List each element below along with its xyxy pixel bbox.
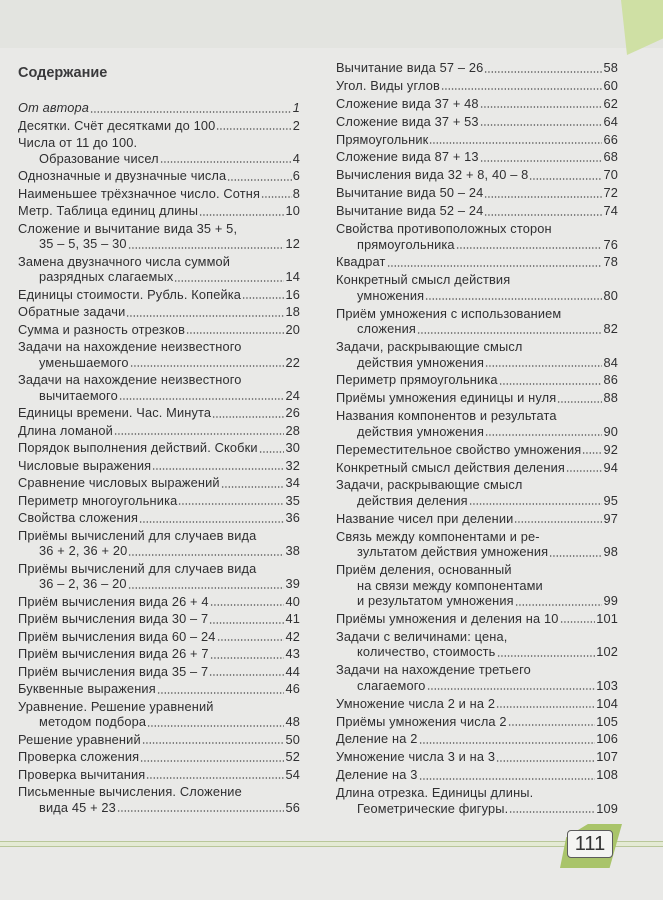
toc-entry-page: 10 bbox=[285, 203, 300, 218]
dot-leader bbox=[119, 398, 285, 400]
dot-leader bbox=[485, 434, 602, 436]
dot-leader bbox=[128, 247, 285, 249]
toc-entry[interactable] bbox=[18, 405, 300, 421]
toc-entry-title: Деление на 2 bbox=[336, 731, 418, 747]
toc-entry-title: Сумма и разность отрезков bbox=[18, 321, 186, 337]
toc-entry-page: 92 bbox=[603, 441, 618, 457]
toc-entry[interactable] bbox=[18, 372, 300, 403]
toc-entry-page: 101 bbox=[596, 610, 618, 626]
toc-entry[interactable] bbox=[336, 390, 618, 406]
toc-entry[interactable] bbox=[336, 114, 618, 130]
toc-entry-title: слагаемого bbox=[357, 677, 426, 693]
toc-entry-title: Метр. Таблица единиц длины bbox=[18, 203, 199, 218]
toc-entry-title: Приём умножения с использованием bbox=[336, 305, 562, 321]
toc-entry-title: Приём вычисления вида 26 + 7 bbox=[18, 646, 209, 661]
dot-leader bbox=[199, 214, 284, 216]
toc-entry[interactable] bbox=[336, 562, 618, 609]
dot-leader bbox=[429, 142, 602, 144]
toc-entry-title: Сравнение числовых выражений bbox=[18, 475, 220, 490]
toc-entry-title: действия умножения bbox=[357, 354, 485, 370]
toc-entry-page: 108 bbox=[596, 767, 618, 783]
toc-entry-title: Однозначные и двузначные числа bbox=[18, 168, 227, 183]
toc-entry-title: Названия компонентов и результата bbox=[336, 408, 557, 424]
toc-entry-page: 36 bbox=[285, 510, 300, 525]
toc-entry-page: 43 bbox=[285, 646, 300, 661]
toc-entry-title: Сложение вида 37 + 48 bbox=[336, 95, 479, 111]
toc-entry-page: 78 bbox=[603, 254, 618, 270]
toc-entry[interactable] bbox=[336, 96, 618, 112]
dot-leader bbox=[227, 179, 291, 181]
toc-entry[interactable] bbox=[18, 784, 300, 815]
toc-entry-page: 35 bbox=[285, 492, 300, 508]
toc-entry[interactable] bbox=[18, 528, 300, 559]
toc-entry-page: 90 bbox=[603, 423, 618, 439]
dot-leader bbox=[499, 383, 603, 385]
dot-leader bbox=[529, 178, 602, 180]
toc-entry-page: 104 bbox=[596, 695, 618, 711]
dot-leader bbox=[582, 452, 602, 454]
dot-leader bbox=[387, 265, 603, 267]
toc-entry[interactable] bbox=[18, 423, 300, 439]
toc-entry-title: вида 45 + 23 bbox=[39, 799, 116, 815]
toc-entry-title: Приёмы умножения и деления на 10 bbox=[336, 610, 559, 626]
toc-entry[interactable] bbox=[336, 408, 618, 439]
toc-entry-title: зультатом действия умножения bbox=[357, 544, 549, 560]
toc-entry[interactable] bbox=[336, 611, 618, 627]
toc-entry-title: Задачи, раскрывающие смысл bbox=[336, 339, 523, 355]
toc-entry-title: Приёмы вычислений для случаев вида bbox=[18, 527, 257, 543]
dot-leader bbox=[419, 742, 596, 744]
toc-entry[interactable] bbox=[18, 186, 300, 202]
dot-leader bbox=[152, 468, 284, 470]
dot-leader bbox=[90, 111, 292, 113]
toc-entry-page: 8 bbox=[292, 185, 300, 201]
toc-entry-title: и результатом умножения bbox=[357, 593, 514, 609]
toc-entry-title: Приёмы вычислений для случаев вида bbox=[18, 560, 257, 576]
toc-entry-title: действия деления bbox=[357, 492, 468, 508]
toc-entry-page: 106 bbox=[596, 731, 618, 747]
toc-entry-page: 18 bbox=[285, 304, 300, 319]
toc-entry-title: Образование чисел bbox=[39, 150, 159, 166]
toc-entry-page: 6 bbox=[292, 168, 300, 183]
toc-entry-title: Квадрат bbox=[336, 254, 386, 270]
dot-leader bbox=[128, 554, 284, 556]
toc-entry-page: 52 bbox=[285, 749, 300, 764]
dot-leader bbox=[209, 674, 284, 676]
toc-entry-page: 94 bbox=[603, 459, 618, 475]
toc-entry[interactable] bbox=[336, 767, 618, 783]
toc-entry[interactable] bbox=[18, 767, 300, 783]
toc-entry[interactable] bbox=[336, 339, 618, 370]
toc-entry-page: 39 bbox=[285, 576, 300, 591]
dot-leader bbox=[216, 128, 291, 130]
toc-entry-page: 74 bbox=[603, 203, 618, 219]
toc-entry-page: 30 bbox=[285, 440, 300, 455]
dot-leader bbox=[217, 639, 285, 641]
toc-entry-page: 62 bbox=[603, 95, 618, 111]
toc-entry-page: 50 bbox=[285, 731, 300, 747]
toc-entry[interactable] bbox=[336, 460, 618, 476]
toc-entry-page: 12 bbox=[285, 236, 300, 251]
toc-entry-page: 1 bbox=[292, 100, 300, 115]
toc-entry-title: Деление на 3 bbox=[336, 767, 418, 783]
toc-entry-page: 42 bbox=[285, 628, 300, 644]
dot-leader bbox=[566, 470, 603, 472]
toc-entry-title: Единицы стоимости. Рубль. Копейка bbox=[18, 286, 242, 302]
toc-entry-title: Периметр прямоугольника bbox=[336, 372, 498, 388]
toc-entry-title: Приём деления, основанный bbox=[336, 562, 512, 578]
toc-entry-page: 95 bbox=[603, 492, 618, 508]
toc-entry-title: методом подбора bbox=[39, 714, 147, 729]
toc-entry[interactable] bbox=[336, 306, 618, 337]
toc-entry-title: Прямоугольник bbox=[336, 131, 429, 147]
toc-entry-page: 44 bbox=[285, 663, 300, 679]
toc-entry[interactable] bbox=[336, 529, 618, 560]
toc-right-column bbox=[336, 60, 618, 819]
toc-entry[interactable] bbox=[18, 458, 300, 474]
toc-entry-title: Задачи на нахождение неизвестного bbox=[18, 372, 242, 387]
dot-leader bbox=[484, 196, 602, 198]
toc-entry-title: От автора bbox=[18, 100, 90, 115]
toc-entry-title: Умножение числа 3 и на 3 bbox=[336, 749, 496, 765]
toc-entry-title: Приём вычисления вида 30 – 7 bbox=[18, 611, 209, 626]
toc-entry-page: 56 bbox=[285, 799, 300, 815]
toc-entry-title: Задачи с величинами: цена, bbox=[336, 628, 508, 644]
dot-leader bbox=[146, 777, 284, 779]
toc-entry-title: на связи между компонентами bbox=[357, 577, 543, 593]
toc-entry-title: уменьшаемого bbox=[39, 354, 129, 370]
toc-entry-title: умножения bbox=[357, 287, 425, 303]
toc-entry-title: Проверка вычитания bbox=[18, 766, 146, 782]
toc-entry-title: Порядок выполнения действий. Скобки bbox=[18, 440, 258, 455]
toc-entry[interactable] bbox=[336, 511, 618, 527]
toc-entry-title: Задачи на нахождение неизвестного bbox=[18, 339, 242, 354]
toc-entry-title: Свойства сложения bbox=[18, 510, 139, 525]
toc-entry[interactable] bbox=[18, 203, 300, 219]
dot-leader bbox=[509, 811, 595, 813]
toc-entry-title: Приёмы умножения числа 2 bbox=[336, 713, 507, 729]
toc-entry-title: Геометрические фигуры. bbox=[357, 800, 509, 816]
toc-entry-title: Угол. Виды углов bbox=[336, 77, 440, 93]
toc-entry-page: 41 bbox=[285, 611, 300, 626]
dot-leader bbox=[441, 88, 602, 90]
dot-leader bbox=[496, 706, 595, 708]
toc-entry[interactable] bbox=[336, 60, 618, 76]
dot-leader bbox=[560, 621, 596, 623]
toc-entry[interactable] bbox=[18, 440, 300, 456]
toc-entry-title: Длина отрезка. Единицы длины. bbox=[336, 785, 534, 801]
toc-entry-page: 84 bbox=[603, 354, 618, 370]
toc-entry-page: 16 bbox=[285, 286, 300, 302]
toc-entry-title: Приём вычисления вида 60 – 24 bbox=[18, 628, 216, 644]
toc-entry-title: Вычисления вида 32 + 8, 40 – 8 bbox=[336, 167, 529, 183]
toc-entry[interactable] bbox=[336, 254, 618, 270]
dot-leader bbox=[178, 503, 284, 505]
dot-leader bbox=[427, 688, 596, 690]
toc-entry-title: Конкретный смысл действия деления bbox=[336, 459, 565, 475]
toc-entry-page: 46 bbox=[285, 681, 300, 696]
toc-entry-title: Задачи, раскрывающие смысл bbox=[336, 477, 523, 493]
toc-entry[interactable] bbox=[18, 254, 300, 285]
toc-entry-title: Сложение и вычитание вида 35 + 5, bbox=[18, 220, 238, 236]
toc-entry-page: 22 bbox=[285, 354, 300, 370]
toc-entry-title: действия умножения bbox=[357, 423, 485, 439]
toc-entry-page: 38 bbox=[285, 543, 300, 558]
toc-entry-page: 86 bbox=[603, 372, 618, 388]
toc-entry-title: Сложение вида 87 + 13 bbox=[336, 149, 479, 165]
dot-leader bbox=[480, 106, 603, 108]
dot-leader bbox=[160, 161, 292, 163]
toc-entry-title: Числа от 11 до 100. bbox=[18, 135, 138, 150]
toc-entry[interactable] bbox=[18, 322, 300, 338]
toc-entry-title: прямоугольника bbox=[357, 236, 455, 252]
toc-entry-title: Уравнение. Решение уравнений bbox=[18, 698, 214, 714]
toc-entry[interactable] bbox=[18, 493, 300, 509]
toc-entry-page: 70 bbox=[603, 167, 618, 183]
dot-leader bbox=[484, 214, 602, 216]
dot-leader bbox=[126, 315, 284, 317]
toc-entry-title: Сложение вида 37 + 53 bbox=[336, 113, 479, 129]
dot-leader bbox=[485, 365, 602, 367]
toc-entry[interactable] bbox=[18, 749, 300, 765]
dot-leader bbox=[139, 521, 284, 523]
toc-entry[interactable] bbox=[336, 132, 618, 148]
toc-entry[interactable] bbox=[18, 611, 300, 627]
dot-leader bbox=[480, 124, 603, 126]
toc-entry-page: 72 bbox=[603, 185, 618, 201]
dot-leader bbox=[210, 657, 285, 659]
dot-leader bbox=[210, 604, 285, 606]
dot-leader bbox=[186, 332, 284, 334]
toc-entry[interactable] bbox=[18, 699, 300, 730]
toc-entry[interactable] bbox=[18, 646, 300, 662]
toc-entry-title: вычитаемого bbox=[39, 387, 118, 403]
toc-entry[interactable] bbox=[336, 272, 618, 303]
toc-entry-title: Конкретный смысл действия bbox=[336, 272, 511, 288]
dot-leader bbox=[221, 486, 285, 488]
toc-entry-page: 2 bbox=[292, 117, 300, 133]
page-number: 111 bbox=[567, 830, 613, 858]
toc-entry[interactable] bbox=[336, 78, 618, 94]
dot-leader bbox=[425, 298, 602, 300]
toc-entry[interactable] bbox=[18, 681, 300, 697]
toc-entry-title: Письменные вычисления. Сложение bbox=[18, 784, 242, 799]
toc-entry-page: 58 bbox=[603, 60, 618, 75]
toc-entry[interactable] bbox=[18, 168, 300, 184]
toc-entry-page: 28 bbox=[285, 422, 300, 438]
toc-entry[interactable] bbox=[336, 696, 618, 712]
toc-entry-title: Замена двузначного числа суммой bbox=[18, 253, 231, 269]
toc-entry[interactable] bbox=[18, 629, 300, 645]
toc-entry-page: 102 bbox=[596, 644, 618, 660]
toc-entry-title: Вычитание вида 50 – 24 bbox=[336, 185, 484, 201]
toc-entry[interactable] bbox=[336, 477, 618, 508]
toc-entry[interactable] bbox=[18, 664, 300, 680]
toc-entry-page: 20 bbox=[285, 321, 300, 337]
dot-leader bbox=[484, 71, 602, 73]
toc-entry-page: 60 bbox=[603, 77, 618, 93]
toc-entry-title: Решение уравнений bbox=[18, 731, 141, 747]
toc-entry-title: Числовые выражения bbox=[18, 457, 152, 473]
toc-entry-page: 48 bbox=[285, 714, 300, 729]
dot-leader bbox=[142, 742, 285, 744]
toc-entry-page: 24 bbox=[285, 387, 300, 403]
toc-entry-title: Проверка сложения bbox=[18, 749, 140, 764]
toc-entry-page: 97 bbox=[603, 510, 618, 526]
toc-entry-title: сложения bbox=[357, 321, 417, 337]
dot-leader bbox=[549, 555, 602, 557]
toc-entry[interactable] bbox=[336, 749, 618, 765]
toc-entry[interactable] bbox=[18, 135, 300, 166]
toc-entry[interactable] bbox=[336, 185, 618, 201]
dot-leader bbox=[496, 760, 595, 762]
footer-rule bbox=[0, 841, 663, 847]
dot-leader bbox=[417, 332, 602, 334]
toc-entry-page: 88 bbox=[603, 390, 618, 406]
dot-leader bbox=[508, 724, 596, 726]
toc-entry-title: Периметр многоугольника bbox=[18, 492, 178, 508]
toc-entry-page: 68 bbox=[603, 149, 618, 165]
toc-entry-page: 103 bbox=[596, 677, 618, 693]
dot-leader bbox=[174, 280, 284, 282]
dot-leader bbox=[157, 692, 285, 694]
toc-entry-page: 14 bbox=[285, 269, 300, 284]
toc-entry[interactable] bbox=[18, 510, 300, 526]
toc-entry-page: 80 bbox=[603, 287, 618, 303]
dot-leader bbox=[209, 622, 284, 624]
dot-leader bbox=[117, 810, 285, 812]
toc-entry[interactable] bbox=[336, 442, 618, 458]
dot-leader bbox=[514, 521, 602, 523]
toc-entry[interactable] bbox=[18, 475, 300, 491]
toc-entry-page: 107 bbox=[596, 749, 618, 765]
dot-leader bbox=[128, 587, 285, 589]
toc-entry-page: 66 bbox=[603, 131, 618, 147]
toc-entry[interactable] bbox=[336, 714, 618, 730]
toc-entry-title: Умножение числа 2 и на 2 bbox=[336, 695, 496, 711]
toc-entry-title: 36 – 2, 36 – 20 bbox=[39, 576, 127, 591]
toc-entry-page: 32 bbox=[285, 457, 300, 473]
dot-leader bbox=[242, 297, 284, 299]
toc-entry-title: Задачи на нахождение третьего bbox=[336, 662, 531, 678]
dot-leader bbox=[480, 160, 603, 162]
toc-entry[interactable] bbox=[336, 629, 618, 660]
toc-entry[interactable] bbox=[336, 662, 618, 693]
toc-entry-page: 40 bbox=[285, 593, 300, 609]
toc-entry-title: Приём вычисления вида 35 – 7 bbox=[18, 663, 209, 679]
dot-leader bbox=[419, 778, 596, 780]
toc-entry-page: 26 bbox=[285, 405, 300, 420]
toc-entry[interactable] bbox=[336, 167, 618, 183]
dot-leader bbox=[147, 725, 284, 727]
toc-entry-title: Приём вычисления вида 26 + 4 bbox=[18, 593, 209, 609]
dot-leader bbox=[469, 503, 603, 505]
dot-leader bbox=[212, 416, 284, 418]
dot-leader bbox=[130, 365, 285, 367]
toc-entry[interactable] bbox=[336, 203, 618, 219]
dot-leader bbox=[456, 247, 603, 249]
dot-leader bbox=[114, 433, 285, 435]
toc-entry-title: Связь между компонентами и ре- bbox=[336, 528, 540, 544]
toc-entry[interactable] bbox=[18, 304, 300, 320]
toc-entry[interactable] bbox=[336, 149, 618, 165]
dot-leader bbox=[557, 401, 602, 403]
dot-leader bbox=[259, 451, 285, 453]
dot-leader bbox=[261, 196, 292, 198]
dot-leader bbox=[140, 760, 284, 762]
toc-entry-page: 82 bbox=[603, 321, 618, 337]
toc-entry-title: Приёмы умножения единицы и нуля bbox=[336, 390, 557, 406]
contents-heading: Содержание bbox=[18, 65, 108, 81]
toc-entry-title: 36 + 2, 36 + 20 bbox=[39, 543, 128, 558]
toc-entry-page: 99 bbox=[603, 593, 618, 609]
toc-entry-title: Переместительное свойство умножения bbox=[336, 441, 582, 457]
toc-entry-page: 98 bbox=[603, 544, 618, 560]
toc-entry-title: Вычитание вида 57 – 26 bbox=[336, 60, 484, 75]
toc-entry-title: Название чисел при делении bbox=[336, 510, 514, 526]
toc-entry-title: количество, стоимость bbox=[357, 644, 496, 660]
toc-entry-title: Десятки. Счёт десятками до 100 bbox=[18, 117, 216, 133]
toc-entry-title: разрядных слагаемых bbox=[39, 269, 174, 284]
toc-entry-page: 64 bbox=[603, 113, 618, 129]
toc-entry[interactable] bbox=[18, 221, 300, 252]
toc-entry-page: 105 bbox=[596, 713, 618, 729]
toc-entry[interactable] bbox=[18, 561, 300, 592]
toc-entry-page: 109 bbox=[596, 800, 618, 816]
toc-entry-title: Длина ломаной bbox=[18, 422, 113, 438]
toc-entry-page: 34 bbox=[285, 475, 300, 490]
dot-leader bbox=[497, 655, 596, 657]
dot-leader bbox=[515, 604, 603, 606]
toc-entry-title: Наименьшее трёхзначное число. Сотня bbox=[18, 185, 261, 201]
toc-entry[interactable] bbox=[18, 287, 300, 303]
toc-entry[interactable] bbox=[336, 372, 618, 388]
toc-entry[interactable] bbox=[336, 731, 618, 747]
toc-entry[interactable] bbox=[18, 594, 300, 610]
toc-entry-title: Буквенные выражения bbox=[18, 681, 156, 696]
toc-entry-title: Единицы времени. Час. Минута bbox=[18, 405, 212, 420]
toc-entry[interactable] bbox=[18, 100, 300, 116]
toc-entry-page: 54 bbox=[285, 766, 300, 782]
toc-entry-title: 35 – 5, 35 – 30 bbox=[39, 236, 127, 251]
toc-entry-page: 76 bbox=[603, 236, 618, 252]
toc-entry-title: Вычитание вида 52 – 24 bbox=[336, 203, 484, 219]
toc-entry[interactable] bbox=[336, 785, 618, 816]
toc-entry-title: Обратные задачи bbox=[18, 304, 126, 319]
toc-entry[interactable] bbox=[18, 339, 300, 370]
page-top-band bbox=[0, 0, 663, 48]
toc-entry-page: 4 bbox=[292, 150, 300, 166]
toc-left-column bbox=[18, 100, 300, 817]
toc-entry-title: Свойства противоположных сторон bbox=[336, 221, 552, 237]
toc-entry[interactable] bbox=[18, 732, 300, 748]
toc-entry[interactable] bbox=[336, 221, 618, 252]
toc-entry[interactable] bbox=[18, 118, 300, 134]
